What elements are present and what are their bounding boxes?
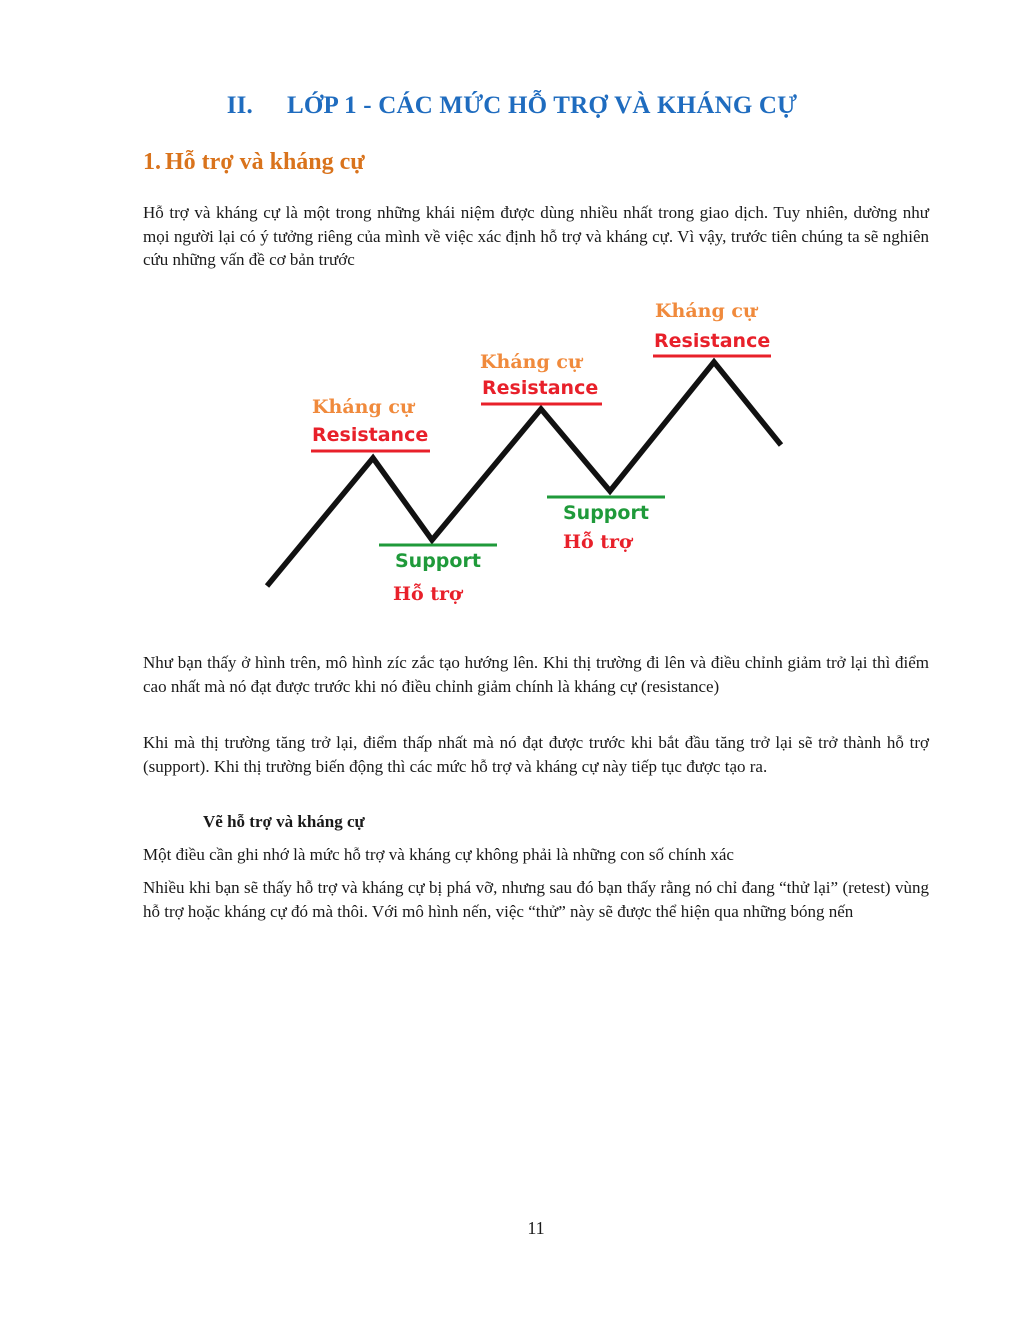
resistance-en-label-3: Resistance (654, 330, 771, 352)
resistance-en-label-1: Resistance (312, 424, 429, 446)
page-number: 11 (527, 1218, 545, 1238)
resistance-vn-label-3: Kháng cự (655, 300, 757, 322)
section-title (143, 149, 365, 176)
intro-paragraph: Hỗ trợ và kháng cự là một trong những khái niệm được dùng nhiều nhất trong giao dịch. Tuy nhiên, dường như mọi người lại có ý tưởng riêng của mình về việc xác định hỗ trợ và kháng cự. Vì vậy, trước tiên chúng ta sẽ nghiên cứu những vấn đề cơ bản trước (143, 203, 929, 269)
support-en-label-2: Support (563, 502, 649, 524)
support-en-label-1: Support (395, 550, 481, 572)
support-vn-label-2: Hỗ trợ (563, 531, 632, 553)
section-title-text: Hỗ trợ và kháng cự (165, 149, 365, 175)
chapter-title (0, 92, 1024, 120)
support-vn-label-1: Hỗ trợ (393, 583, 462, 605)
resistance-en-label-2: Resistance (482, 377, 599, 399)
paragraph-2: Như bạn thấy ở hình trên, mô hình zíc zắc tạo hướng lên. Khi thị trường đi lên và điều chỉnh giảm trở lại thì điểm cao nhất mà nó đạt được trước khi nó điều chỉnh giảm chính là kháng cự (resistance) (143, 653, 929, 696)
resistance-vn-label-2: Kháng cự (480, 351, 582, 373)
paragraph-3: Khi mà thị trường tăng trở lại, điểm thấp nhất mà nó đạt được trước khi bắt đầu tăng trở lại sẽ trở thành hỗ trợ (support). Khi thị trường biến động thì các mức hỗ trợ và kháng cự này tiếp tục được tạo ra. (143, 733, 929, 776)
resistance-vn-label-1: Kháng cự (312, 396, 414, 418)
section-number: 1. (143, 149, 161, 175)
paragraph-4: Một điều cần ghi nhớ là mức hỗ trợ và kháng cự không phải là những con số chính xác (143, 845, 734, 864)
paragraph-5: Nhiều khi bạn sẽ thấy hỗ trợ và kháng cự bị phá vỡ, nhưng sau đó bạn thấy rằng nó chỉ đang “thử lại” (retest) vùng hỗ trợ hoặc kháng cự đó mà thôi. Với mô hình nến, việc “thử” này sẽ được thể hiện qua những bóng nến (143, 878, 929, 921)
support-resistance-figure (250, 290, 810, 620)
chapter-title-text: LỚP 1 - CÁC MỨC HỖ TRỢ VÀ KHÁNG CỰ (287, 92, 798, 119)
subheading-draw-support-resistance: Vẽ hỗ trợ và kháng cự (203, 812, 365, 831)
chapter-number: II. (226, 92, 254, 119)
